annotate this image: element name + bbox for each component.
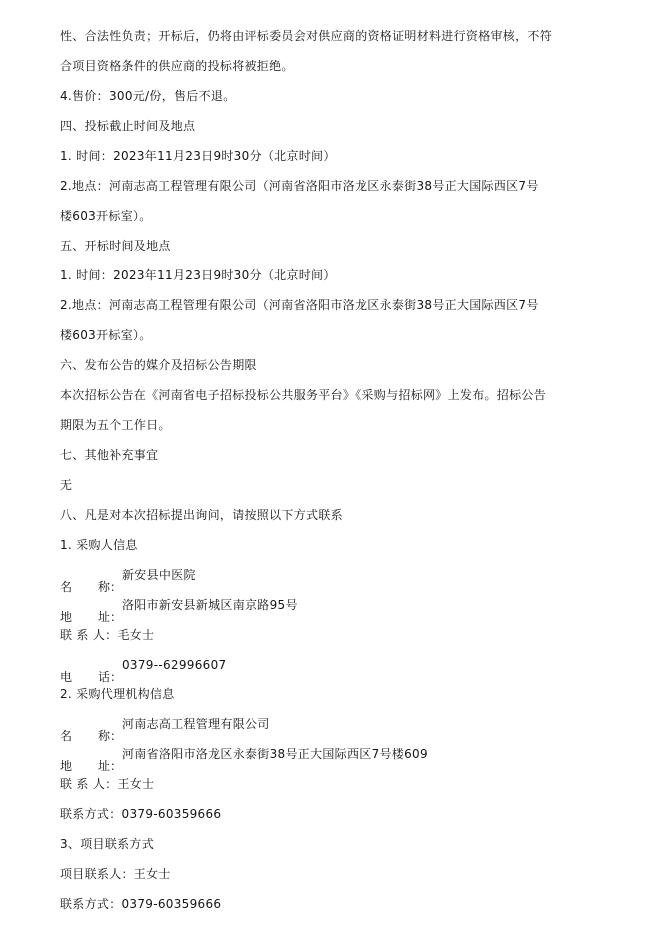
- field-key: 联 系 人：: [60, 628, 118, 642]
- field-value: 新安县中医院: [122, 568, 196, 582]
- field-key: 联 系 人：: [60, 777, 118, 791]
- section-heading: 六、发布公告的媒介及招标公告期限: [60, 358, 257, 372]
- field-key: 名: [60, 729, 73, 743]
- text-line: 楼603开标室）。: [60, 328, 152, 342]
- field-key: 址：: [98, 610, 123, 624]
- text-line: 4.售价：300元/份，售后不退。: [60, 89, 236, 103]
- purchaser-address-row: [60, 597, 298, 624]
- field-key: 址：: [98, 759, 123, 773]
- text-line: 1. 时间：2023年11月23日9时30分（北京时间）: [60, 149, 336, 163]
- section-heading: 五、开标时间及地点: [60, 239, 171, 253]
- field-key: 联系方式：: [60, 807, 122, 821]
- text-line: 性、合法性负责；开标后，仍将由评标委员会对供应商的资格证明材料进行资格审核，不符: [60, 29, 553, 43]
- field-value: 王女士: [117, 777, 155, 791]
- section-heading: 七、其他补充事宜: [60, 448, 159, 462]
- field-value: 河南志高工程管理有限公司: [122, 717, 270, 731]
- text-line: 本次招标公告在《河南省电子招标投标公共服务平台》《采购与招标网》上发布。招标公告: [60, 388, 547, 402]
- field-key: 称：: [98, 580, 123, 594]
- subsection-heading: 1. 采购人信息: [60, 538, 138, 552]
- subsection-heading: 2. 采购代理机构信息: [60, 687, 175, 701]
- agency-address-row: [60, 746, 428, 773]
- text-line: 项目联系人：王女士: [60, 867, 171, 881]
- field-key: 电: [60, 670, 73, 684]
- purchaser-name-row: [60, 567, 196, 594]
- field-key: 话：: [98, 670, 123, 684]
- field-value: 毛女士: [117, 628, 155, 642]
- section-heading: 四、投标截止时间及地点: [60, 119, 196, 133]
- purchaser-contact-row: [60, 627, 154, 643]
- agency-phone-row: [60, 806, 221, 822]
- text-line: 合项目资格条件的供应商的投标将被拒绝。: [60, 59, 294, 73]
- field-value: 0379-60359666: [121, 807, 222, 821]
- field-value: 0379--62996607: [122, 658, 227, 672]
- text-line: 1. 时间：2023年11月23日9时30分（北京时间）: [60, 268, 336, 282]
- agency-name-row: [60, 716, 270, 743]
- field-key: 称：: [98, 729, 123, 743]
- section-heading: 八、凡是对本次招标提出询问，请按照以下方式联系: [60, 508, 343, 522]
- field-key: 名: [60, 580, 73, 594]
- field-key: 地: [60, 759, 73, 773]
- text-line: 联系方式：0379-60359666: [60, 897, 222, 911]
- text-line: 2.地点：河南志高工程管理有限公司（河南省洛阳市洛龙区永泰街38号正大国际西区7号: [60, 179, 539, 193]
- text-line: 2.地点：河南志高工程管理有限公司（河南省洛阳市洛龙区永泰街38号正大国际西区7号: [60, 298, 539, 312]
- field-key: 地: [60, 610, 73, 624]
- text-line: 无: [60, 478, 73, 492]
- text-line: 期限为五个工作日。: [60, 418, 171, 432]
- text-line: 楼603开标室）。: [60, 209, 152, 223]
- field-value: 河南省洛阳市洛龙区永泰街38号正大国际西区7号楼609: [122, 747, 428, 761]
- field-value: 洛阳市新安县新城区南京路95号: [122, 598, 298, 612]
- subsection-heading: 3、项目联系方式: [60, 837, 155, 851]
- purchaser-phone-row: [60, 657, 227, 684]
- agency-contact-row: [60, 776, 154, 792]
